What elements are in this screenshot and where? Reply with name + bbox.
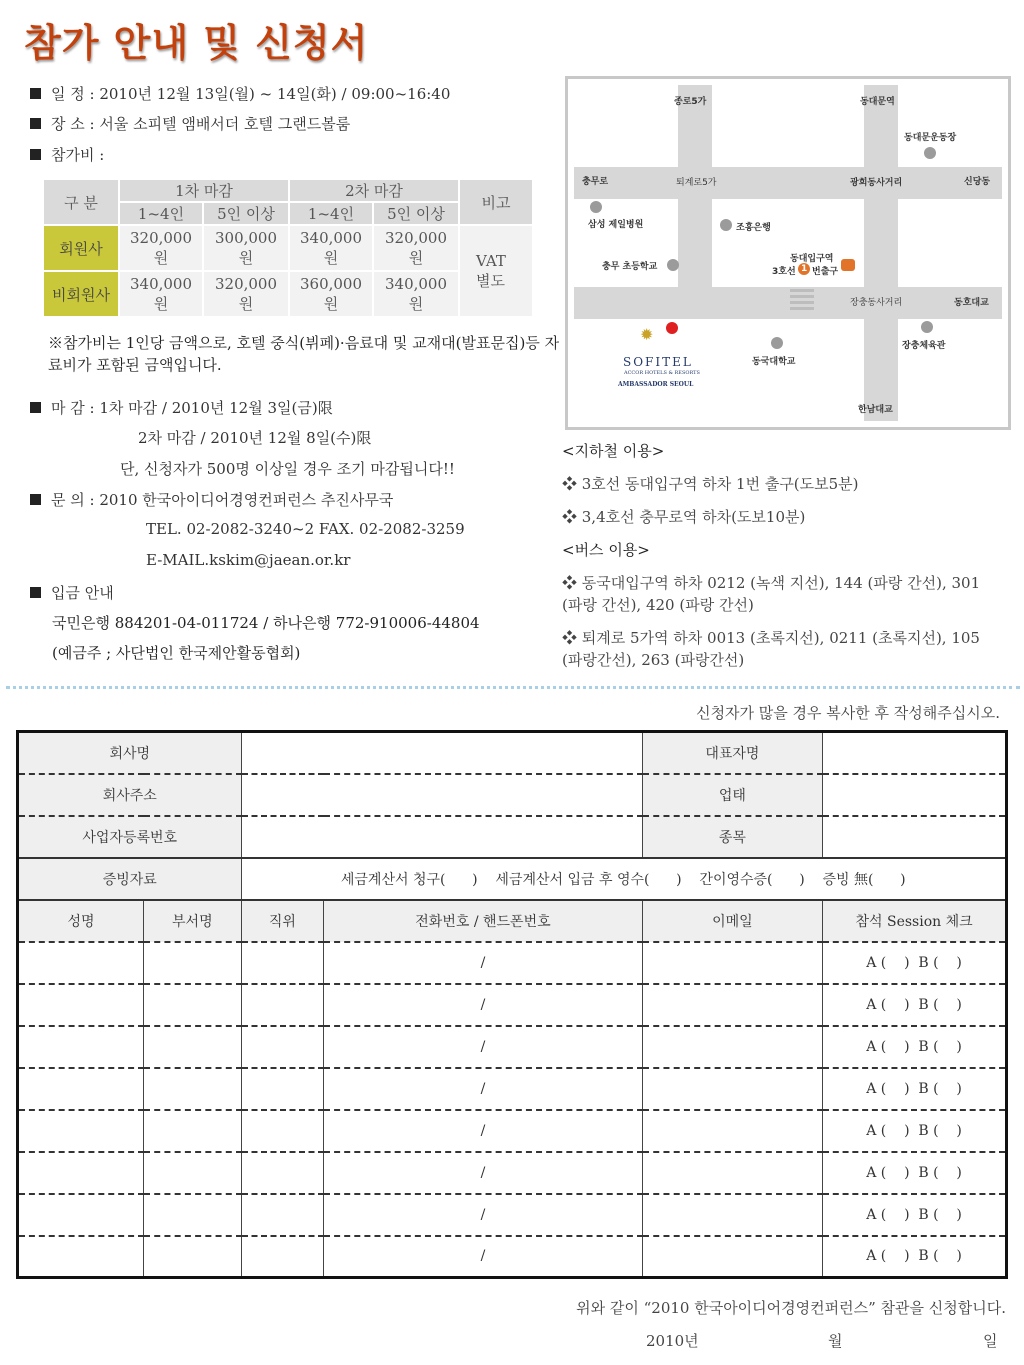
email-field[interactable] [642, 1026, 823, 1068]
table-row [44, 272, 532, 316]
payment-label [30, 582, 114, 603]
contact-tel-fax: TEL. 02-2082-3240~2 FAX. 02-2082-3259 [146, 520, 465, 538]
email-field[interactable] [642, 1110, 823, 1152]
table-row [18, 1068, 1007, 1110]
subway-route-1: ❖ 3호선 동대입구역 하차 1번 출구(도보5분) [562, 475, 859, 493]
second-deadline-header: 2차 마감 [290, 180, 458, 201]
date-day: 일 [983, 1332, 998, 1350]
session-check[interactable]: A ( ) B ( ) [823, 1026, 1007, 1068]
sofitel-name: SOFITEL [623, 355, 693, 369]
bullet-square-icon [30, 118, 41, 129]
email-header: 이메일 [642, 900, 823, 942]
item-label: 종목 [642, 816, 823, 858]
map-label: 종로5가 [674, 97, 707, 107]
session-check[interactable]: A ( ) B ( ) [823, 1110, 1007, 1152]
position-field[interactable] [241, 984, 324, 1026]
map-label: 충무로 [582, 177, 609, 187]
fee-label-text: 참가비 : [51, 146, 105, 164]
page-title: 참가 안내 및 신청서 [24, 21, 369, 65]
account-holder: (예금주 ; 사단법인 한국제안활동협회) [52, 644, 301, 662]
event-date [30, 83, 450, 104]
row-label: 비회원사 [44, 272, 118, 316]
phone-field[interactable]: / [324, 1194, 642, 1236]
map-label: 삼성 제일병원 [588, 220, 644, 230]
session-header: 참석 Session 체크 [823, 900, 1007, 942]
position-field[interactable] [241, 942, 324, 984]
session-check[interactable]: A ( ) B ( ) [823, 942, 1007, 984]
email-field[interactable] [642, 1236, 823, 1278]
application-statement: 위와 같이 “2010 한국아이디어경영컨퍼런스” 참관을 신청합니다. [576, 1299, 1006, 1317]
fee-cell: 320,000원 [120, 226, 202, 270]
ceo-field[interactable] [823, 732, 1007, 774]
dept-field[interactable] [144, 1110, 241, 1152]
dept-field[interactable] [144, 1152, 241, 1194]
map-label: 퇴계로5가 [676, 178, 717, 188]
session-check[interactable]: A ( ) B ( ) [823, 1068, 1007, 1110]
date-year: 2010년 [646, 1332, 699, 1350]
deadline-line2: 2차 마감 / 2010년 12월 8일(수)限 [138, 429, 372, 447]
payment-label-text: 입금 안내 [51, 584, 114, 602]
section-divider [6, 686, 1020, 689]
sub-header-large: 5인 이상 [204, 203, 288, 224]
fee-label [30, 144, 104, 165]
phone-field[interactable]: / [324, 1068, 642, 1110]
date-month: 월 [828, 1332, 843, 1350]
name-field[interactable] [18, 1236, 144, 1278]
map-label: 3호선 [772, 267, 796, 277]
ceo-label: 대표자명 [642, 732, 823, 774]
position-field[interactable] [241, 1068, 324, 1110]
map-label: 조흥은행 [736, 223, 771, 233]
map-label: 한남대교 [858, 405, 893, 415]
sofitel-ambassador: AMBASSADOR SEOUL [618, 381, 694, 388]
email-field[interactable] [642, 1068, 823, 1110]
location-map [565, 76, 1011, 430]
map-label: 동호대교 [954, 298, 989, 308]
table-row [18, 1110, 1007, 1152]
business-type-label: 업태 [642, 774, 823, 816]
evidence-label: 증빙자료 [18, 858, 242, 900]
name-field[interactable] [18, 1110, 144, 1152]
position-field[interactable] [241, 1194, 324, 1236]
bank-accounts: 국민은행 884201-04-011724 / 하나은행 772-910006-44804 [52, 614, 480, 632]
dept-field[interactable] [144, 984, 241, 1026]
sofitel-logo-icon: ✹ [640, 325, 654, 344]
evidence-options[interactable]: 세금계산서 청구( ) 세금계산서 입금 후 영수( ) 간이영수증( ) 증빙 無( ) [241, 858, 1007, 900]
event-date-text: 일 정 : 2010년 12월 13일(월) ~ 14일(화) / 09:00~16:40 [51, 85, 451, 103]
name-field[interactable] [18, 1068, 144, 1110]
phone-field[interactable]: / [324, 942, 642, 984]
session-check[interactable]: A ( ) B ( ) [823, 1236, 1007, 1278]
fee-div-header: 구 분 [44, 180, 118, 224]
position-field[interactable] [241, 1110, 324, 1152]
map-label: 동대문역 [860, 97, 895, 107]
fee-cell: 360,000원 [290, 272, 372, 316]
position-field[interactable] [241, 1026, 324, 1068]
map-label: 충무 초등학교 [602, 262, 658, 272]
position-field[interactable] [241, 1236, 324, 1278]
phone-field[interactable]: / [324, 984, 642, 1026]
email-field[interactable] [642, 984, 823, 1026]
fee-cell: 340,000원 [290, 226, 372, 270]
phone-field[interactable]: / [324, 1152, 642, 1194]
phone-field[interactable]: / [324, 1110, 642, 1152]
position-field[interactable] [241, 1152, 324, 1194]
contact-line [30, 489, 393, 510]
subway-title: <지하철 이용> [562, 442, 665, 460]
phone-header: 전화번호 / 핸드폰번호 [324, 900, 642, 942]
reg-no-label: 사업자등록번호 [18, 816, 242, 858]
bus-title: <버스 이용> [562, 541, 650, 559]
map-label: 동국대학교 [752, 357, 796, 367]
remark-header: 비고 [460, 180, 532, 224]
name-field[interactable] [18, 1152, 144, 1194]
dept-field[interactable] [144, 1194, 241, 1236]
map-label: 번출구 [812, 267, 839, 277]
phone-field[interactable]: / [324, 1236, 642, 1278]
name-field[interactable] [18, 984, 144, 1026]
bullet-square-icon [30, 402, 41, 413]
name-field[interactable] [18, 1194, 144, 1236]
fee-cell: 320,000원 [374, 226, 458, 270]
table-row [18, 984, 1007, 1026]
copy-note: 신청자가 많을 경우 복사한 후 작성해주십시오. [696, 704, 1000, 722]
vat-note [460, 226, 532, 316]
name-field[interactable] [18, 1026, 144, 1068]
sofitel-sub: ACCOR HOTELS & RESORTS [624, 370, 700, 376]
bullet-square-icon [30, 149, 41, 160]
session-check[interactable]: A ( ) B ( ) [823, 984, 1007, 1026]
fee-cell: 340,000원 [374, 272, 458, 316]
sub-header-small: 1~4인 [290, 203, 372, 224]
separate-text: 별도 [476, 271, 505, 290]
address-field[interactable] [241, 774, 642, 816]
exit-number: 1 [801, 264, 808, 274]
name-header: 성명 [18, 900, 144, 942]
contact-text: 문 의 : 2010 한국아이디어경영컨퍼런스 추진사무국 [51, 491, 394, 509]
bullet-square-icon [30, 88, 41, 99]
event-place-text: 장 소 : 서울 소피텔 앰배서더 호텔 그랜드볼룸 [51, 115, 351, 133]
dept-field[interactable] [144, 1236, 241, 1278]
sub-header-large: 5인 이상 [374, 203, 458, 224]
bullet-square-icon [30, 494, 41, 505]
dept-field[interactable] [144, 1026, 241, 1068]
contact-email: E-MAIL.kskim@jaean.or.kr [146, 551, 351, 569]
subway-route-2: ❖ 3,4호선 충무로역 하차(도보10분) [562, 508, 806, 526]
map-label: 장충동사거리 [850, 298, 903, 308]
name-field[interactable] [18, 942, 144, 984]
item-field[interactable] [823, 816, 1007, 858]
map-label: 장충체육관 [902, 341, 946, 351]
fee-cell: 320,000원 [204, 272, 288, 316]
sub-header-small: 1~4인 [120, 203, 202, 224]
company-label: 회사명 [18, 732, 242, 774]
position-header: 직위 [241, 900, 324, 942]
company-field[interactable] [241, 732, 642, 774]
table-row [18, 1026, 1007, 1068]
table-row [18, 1236, 1007, 1278]
map-label: 광희동사거리 [850, 178, 903, 188]
session-check[interactable]: A ( ) B ( ) [823, 1152, 1007, 1194]
event-place [30, 113, 350, 134]
deadline-line1 [30, 397, 333, 418]
table-row [44, 226, 532, 270]
vat-text: VAT [476, 251, 506, 270]
fee-cell: 340,000원 [120, 272, 202, 316]
email-field[interactable] [642, 942, 823, 984]
application-form [16, 730, 1008, 1279]
map-label: 신당동 [964, 177, 991, 187]
fee-cell: 300,000원 [204, 226, 288, 270]
table-row [18, 942, 1007, 984]
phone-field[interactable]: / [324, 1026, 642, 1068]
reg-no-field[interactable] [241, 816, 642, 858]
map-label: 동대문운동장 [904, 133, 957, 143]
fee-table [42, 178, 534, 318]
dept-field[interactable] [144, 942, 241, 984]
first-deadline-header: 1차 마감 [120, 180, 288, 201]
bullet-square-icon [30, 587, 41, 598]
fee-note: ※참가비는 1인당 금액으로, 호텔 중식(뷔페)·음료대 및 교재대(발표문집)등 자료비가 포함된 금액입니다. [48, 334, 560, 374]
map-label: 동대입구역 [790, 254, 834, 264]
table-row [18, 1152, 1007, 1194]
deadline-text: 마 감 : 1차 마감 / 2010년 12월 3일(금)限 [51, 399, 333, 417]
session-check[interactable]: A ( ) B ( ) [823, 1194, 1007, 1236]
dept-header: 부서명 [144, 900, 241, 942]
address-label: 회사주소 [18, 774, 242, 816]
table-row [18, 1194, 1007, 1236]
dept-field[interactable] [144, 1068, 241, 1110]
email-field[interactable] [642, 1152, 823, 1194]
bus-route-2: ❖ 퇴계로 5가역 하차 0013 (초록지선), 0211 (초록지선), 105 (파랑간선), 263 (파랑간선) [562, 629, 980, 669]
bus-route-1: ❖ 동국대입구역 하차 0212 (녹색 지선), 144 (파랑 간선), 301 (파랑 간선), 420 (파랑 간선) [562, 574, 981, 614]
business-type-field[interactable] [823, 774, 1007, 816]
email-field[interactable] [642, 1194, 823, 1236]
row-label: 회원사 [44, 226, 118, 270]
deadline-note: 단, 신청자가 500명 이상일 경우 조기 마감됩니다!! [120, 460, 455, 478]
